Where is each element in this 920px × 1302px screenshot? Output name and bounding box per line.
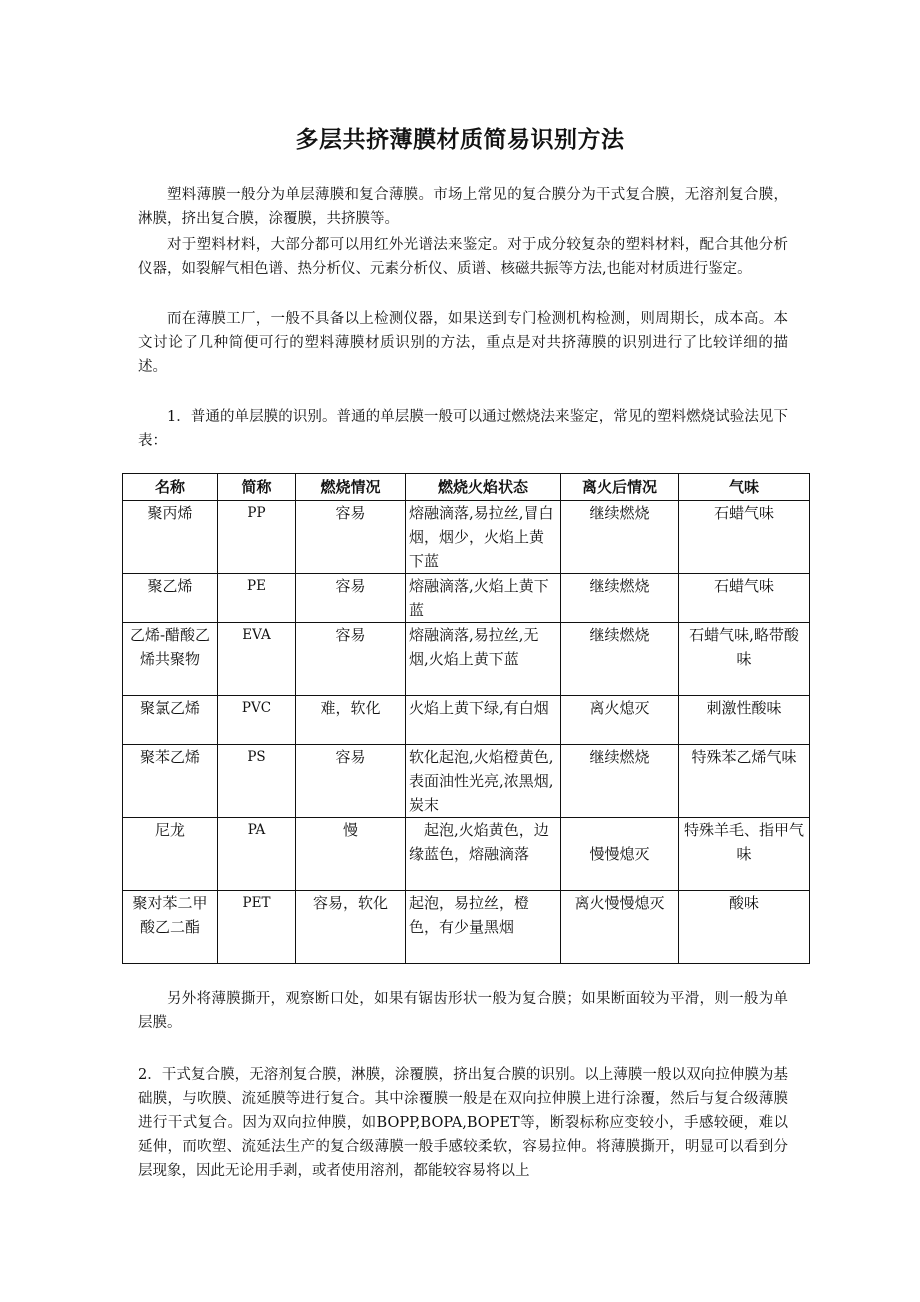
cell-burning: 容易 [296,574,406,623]
cell-flame: 火焰上黄下绿,有白烟 [406,696,561,745]
cell-after-fire: 继续燃烧 [561,501,679,574]
cell-abbr: PP [218,501,296,574]
cell-abbr: PVC [218,696,296,745]
cell-after-fire: 继续燃烧 [561,623,679,696]
header-after-fire: 离火后情况 [561,474,679,501]
cell-flame: 熔融滴落,易拉丝,冒白烟，烟少，火焰上黄下蓝 [406,501,561,574]
cell-burning: 容易 [296,745,406,818]
cell-abbr: PS [218,745,296,818]
cell-flame: 熔融滴落,易拉丝,无烟,火焰上黄下蓝 [406,623,561,696]
cell-name: 聚丙烯 [123,501,218,574]
table-row [123,574,810,623]
cell-after-fire: 继续燃烧 [561,745,679,818]
table-row [123,696,810,745]
table-row [123,501,810,574]
cell-odor: 石蜡气味 [679,574,810,623]
table-row [123,745,810,818]
intro-paragraph-2: 对于塑料材料，大部分都可以用红外光谱法来鉴定。对于成分较复杂的塑料材料，配合其他分析仪器，如裂解气相色谱、热分析仪、元素分析仪、质谱、核磁共振等方法,也能对材质进行鉴定。 [138,237,788,277]
cell-burning: 容易 [296,501,406,574]
header-burning: 燃烧情况 [296,474,406,501]
header-abbr: 简称 [218,474,296,501]
cell-name: 聚氯乙烯 [123,696,218,745]
cell-burning: 容易，软化 [296,891,406,964]
cell-name: 聚乙烯 [123,574,218,623]
cell-odor: 特殊羊毛、指甲气味 [679,818,810,891]
burning-test-table [122,473,810,964]
cell-flame: 软化起泡,火焰橙黄色,表面油性光亮,浓黑烟,炭末 [406,745,561,818]
cell-odor: 石蜡气味,略带酸味 [679,623,810,696]
cell-odor: 刺激性酸味 [679,696,810,745]
cell-after-fire: 离火慢慢熄灭 [561,891,679,964]
cell-after-fire: 慢慢熄灭 [561,818,679,891]
cell-name: 尼龙 [123,818,218,891]
cell-flame: 起泡,火焰黄色，边缘蓝色，熔融滴落 [406,818,561,891]
cell-after-fire: 离火熄灭 [561,696,679,745]
table-header-row [123,474,810,501]
cell-abbr: PET [218,891,296,964]
after-table-paragraph: 另外将薄膜撕开，观察断口处，如果有锯齿形状一般为复合膜；如果断面较为平滑，则一般为单层膜。 [138,991,788,1031]
intro-paragraph-3: 而在薄膜工厂，一般不具备以上检测仪器，如果送到专门检测机构检测，则周期长，成本高。本文讨论了几种简便可行的塑料薄膜材质识别的方法，重点是对共挤薄膜的识别进行了比较详细的描述。 [138,311,788,375]
cell-name: 乙烯-醋酸乙烯共聚物 [123,623,218,696]
intro-paragraph-1: 塑料薄膜一般分为单层薄膜和复合薄膜。市场上常见的复合膜分为干式复合膜，无溶剂复合膜，淋膜，挤出复合膜，涂覆膜，共挤膜等。 [138,187,788,227]
header-flame: 燃烧火焰状态 [406,474,561,501]
cell-name: 聚苯乙烯 [123,745,218,818]
table-row [123,818,810,891]
cell-name: 聚对苯二甲酸乙二酯 [123,891,218,964]
header-name: 名称 [123,474,218,501]
cell-burning: 容易 [296,623,406,696]
table-row [123,891,810,964]
cell-odor: 酸味 [679,891,810,964]
cell-flame: 熔融滴落,火焰上黄下蓝 [406,574,561,623]
section-2-paragraph: 2．干式复合膜，无溶剂复合膜，淋膜，涂覆膜，挤出复合膜的识别。以上薄膜一般以双向拉伸膜为基础膜，与吹膜、流延膜等进行复合。其中涂覆膜一般是在双向拉伸膜上进行涂覆，然后与复合级薄膜进行干式复合。因为双向拉伸膜，如BOPP,BOPA,BOPET等，断裂标称应变较小，手感较硬，难以延伸，而吹塑、流延法生产的复合级薄膜一般手感较柔软，容易拉伸。将薄膜撕开，明显可以看到分层现象，因此无论用手剥，或者使用溶剂，都能较容易将以上 [138,1067,788,1179]
section-1-paragraph: 1．普通的单层膜的识别。普通的单层膜一般可以通过燃烧法来鉴定，常见的塑料燃烧试验法见下表： [138,409,788,449]
cell-odor: 特殊苯乙烯气味 [679,745,810,818]
document-title: 多层共挤薄膜材质简易识别方法 [295,127,625,153]
cell-abbr: PA [218,818,296,891]
header-odor: 气味 [679,474,810,501]
cell-burning: 慢 [296,818,406,891]
cell-odor: 石蜡气味 [679,501,810,574]
cell-after-fire: 继续燃烧 [561,574,679,623]
cell-burning: 难，软化 [296,696,406,745]
cell-abbr: PE [218,574,296,623]
table-row [123,623,810,696]
cell-abbr: EVA [218,623,296,696]
cell-flame: 起泡，易拉丝，橙色，有少量黑烟 [406,891,561,964]
